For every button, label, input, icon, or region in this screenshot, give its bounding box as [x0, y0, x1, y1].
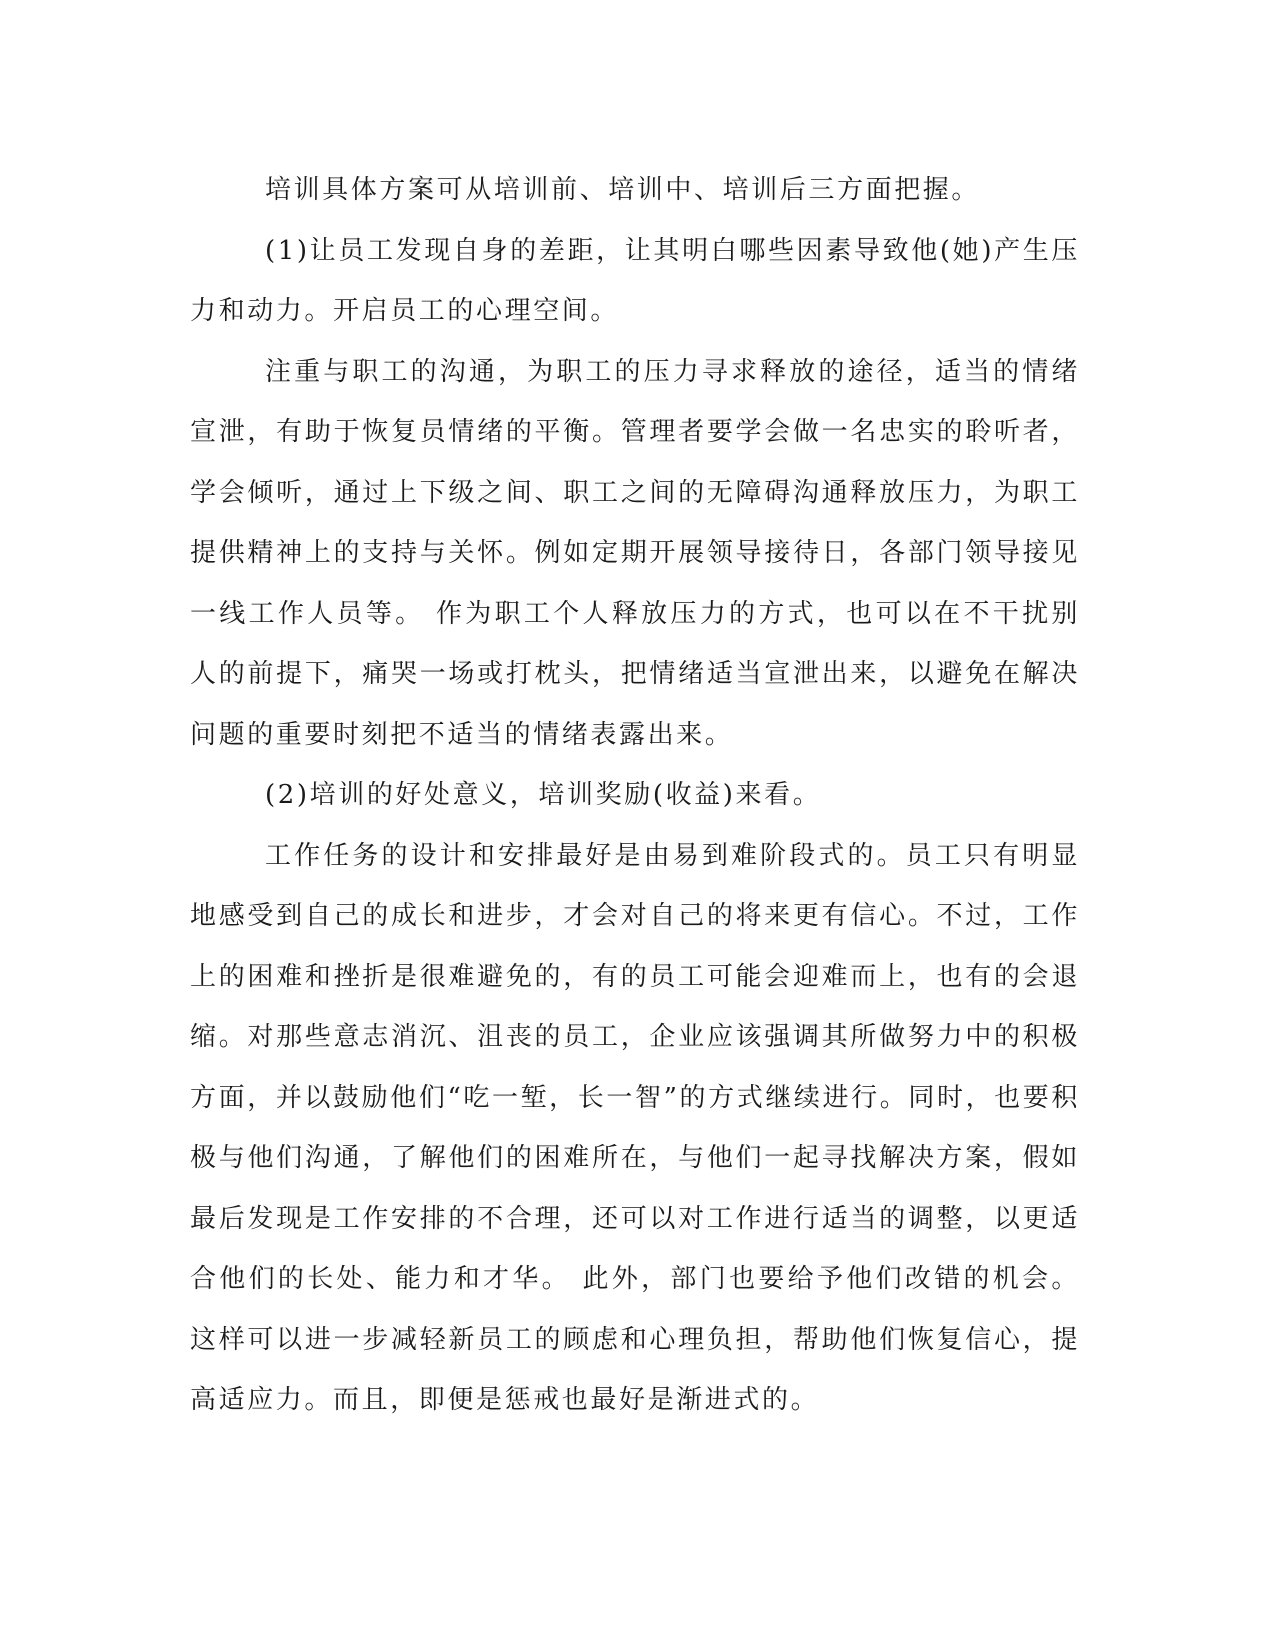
document-body — [190, 160, 1080, 1431]
paragraph-point-2: (2)培训的好处意义，培训奖励(收益)来看。 — [265, 780, 822, 810]
paragraph-communication: 注重与职工的沟通，为职工的压力寻求释放的途径，适当的情绪宣泄，有助于恢复员情绪的平衡。管理者要学会做一名忠实的聆听者，学会倾听，通过上下级之间、职工之间的无障碍沟通释放压力，为职工提供精神上的支持与关怀。例如定期开展领导接待日，各部门领导接见一线工作人员等。 作为职工个人释放压力的方式，也可以在不干扰别人的前提下，痛哭一场或打枕头，把情绪适当宣泄出来，以避免在解决问题的重要时刻把不适当的情绪表露出来。 — [190, 356, 1080, 750]
paragraph-point-1: (1)让员工发现自身的差距，让其明白哪些因素导致他(她)产生压力和动力。开启员工的心理空间。 — [190, 235, 1080, 326]
paragraph-intro: 培训具体方案可从培训前、培训中、培训后三方面把握。 — [265, 175, 981, 205]
paragraph-task-design: 工作任务的设计和安排最好是由易到难阶段式的。员工只有明显地感受到自己的成长和进步，才会对自己的将来更有信心。不过，工作上的困难和挫折是很难避免的，有的员工可能会迎难而上，也有的会退缩。对那些意志消沉、沮丧的员工，企业应该强调其所做努力中的积极方面，并以鼓励他们“吃一堑，长一智”的方式继续进行。同时，也要积极与他们沟通，了解他们的困难所在，与他们一起寻找解决方案，假如最后发现是工作安排的不合理，还可以对工作进行适当的调整，以更适合他们的长处、能力和才华。 此外，部门也要给予他们改错的机会。这样可以进一步减轻新员工的顾虑和心理负担，帮助他们恢复信心，提高适应力。而且，即便是惩戒也最好是渐进式的。 — [190, 840, 1080, 1415]
